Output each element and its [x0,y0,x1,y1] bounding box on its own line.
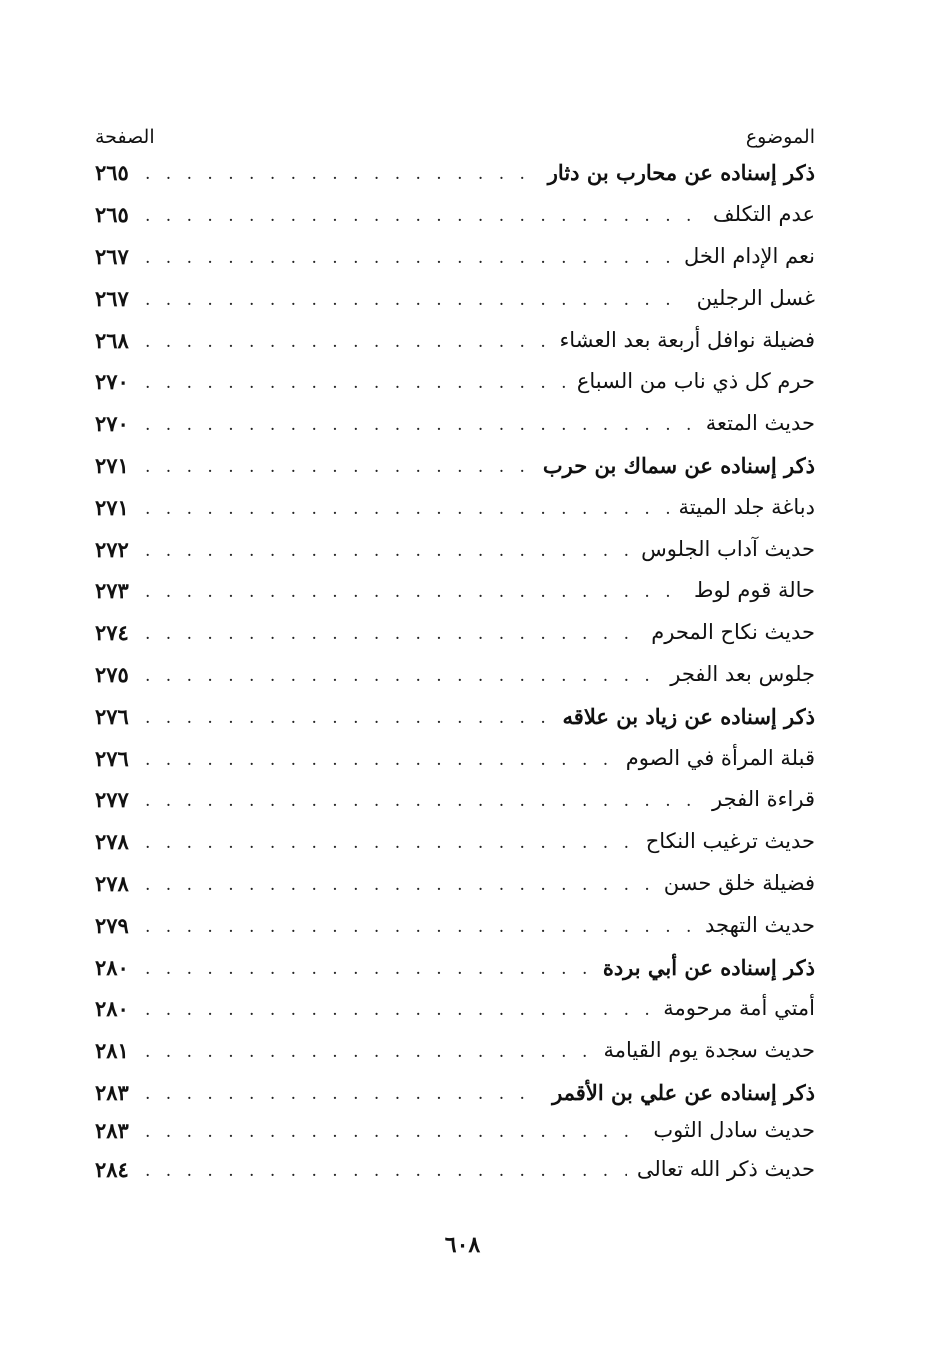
dot-leader [139,166,538,183]
toc-entry-page: ٢٧٩ [95,912,129,938]
toc-entry-title: نعم الإدام الخل [684,243,815,268]
dot-leader [139,919,695,936]
toc-entry-page: ٢٧٥ [95,661,129,687]
toc-entry-page: ٢٧٤ [95,620,129,646]
dot-leader [139,501,669,518]
toc-entry [95,486,815,528]
toc-entry-title: ذكر إسناده عن زياد بن علاقه [562,703,815,729]
toc-entry-page: ٢٧٨ [95,870,129,896]
toc-entry [95,361,815,403]
dot-leader [139,250,674,267]
toc-entry-title: حديث ذكر الله تعالى [636,1156,815,1181]
toc-entry [95,821,815,863]
toc-entry-page: ٢٨٣ [95,1079,129,1105]
toc-header [95,122,815,152]
toc-entry-title: حديث نكاح المحرم [651,620,815,645]
toc-entry-page: ٢٦٧ [95,243,129,269]
dot-leader [139,877,654,894]
toc-entry [95,737,815,779]
toc-entry-title: أمتي أمة مرحومة [663,996,815,1021]
toc-entry-page: ٢٧١ [95,452,129,478]
toc-entry-title: حديث المتعة [705,411,815,436]
toc-entry-page: ٢٨٠ [95,996,129,1022]
toc-entry-page: ٢٦٨ [95,327,129,353]
dot-leader [139,417,696,434]
toc-entry-page: ٢٨١ [95,1038,129,1064]
toc-entry-page: ٢٧٦ [95,703,129,729]
toc-entry-page: ٢٧٦ [95,745,129,771]
toc-entry [95,277,815,319]
toc-section-heading [95,695,815,737]
toc-entry-page: ٢٨٤ [95,1156,129,1182]
toc-entry-title: حديث ترغيب النكاح [645,829,815,854]
toc-entry [95,612,815,654]
toc-entry-title: حرم كل ذي ناب من السباع [576,369,815,394]
dot-leader [139,1044,594,1061]
toc-section-heading [95,445,815,487]
toc-entry [95,1148,815,1190]
toc-entry-title: غسل الرجلين [696,285,815,310]
dot-leader [139,626,641,643]
toc-entry-title: حديث التهجد [705,912,815,937]
toc-section-heading [95,152,815,194]
toc-entry [95,236,815,278]
dot-leader [139,334,549,351]
toc-entry [95,1113,815,1148]
toc-entry [95,904,815,946]
dot-leader [139,1002,653,1019]
toc-entry-title: ذكر إسناده عن علي بن الأقمر [552,1079,815,1105]
toc-entry-page: ٢٦٥ [95,160,129,186]
toc-entry-page: ٢٧١ [95,494,129,520]
toc-entry [95,654,815,696]
toc-section-heading [95,946,815,988]
toc-entry-page: ٢٧٠ [95,411,129,437]
toc-entry-page: ٢٨٠ [95,954,129,980]
table-of-contents [95,152,815,1190]
page-column-label: الصفحة [95,126,155,148]
toc-entry-title: فضيلة خلق حسن [663,870,815,895]
dot-leader [139,459,533,476]
toc-entry-title: حديث سجدة يوم القيامة [603,1038,815,1063]
toc-entry [95,863,815,905]
page-number: ٦٠٨ [444,1232,481,1258]
toc-entry [95,319,815,361]
toc-section-heading [95,1072,815,1114]
topic-column-label: الموضوع [745,126,815,148]
toc-entry-title: قبلة المرأة في الصوم [625,745,815,770]
dot-leader [139,584,684,601]
toc-entry-title: دباغة جلد الميتة [678,494,815,519]
toc-entry-page: ٢٧٢ [95,536,129,562]
dot-leader [139,1086,542,1103]
toc-entry [95,528,815,570]
toc-entry-page: ٢٧٠ [95,369,129,395]
dot-leader [139,1124,643,1141]
toc-entry [95,988,815,1030]
dot-leader [139,752,616,769]
toc-entry-title: جلوس بعد الفجر [670,661,815,686]
toc-entry-title: عدم التكلف [712,202,815,227]
toc-entry-page: ٢٧٣ [95,578,129,604]
toc-entry-page: ٢٦٥ [95,202,129,228]
toc-entry [95,779,815,821]
dot-leader [139,1163,627,1180]
toc-entry-page: ٢٨٣ [95,1118,129,1144]
dot-leader [139,375,567,392]
toc-entry-title: حالة قوم لوط [694,578,815,603]
toc-entry-page: ٢٦٧ [95,285,129,311]
dot-leader [139,961,593,978]
toc-entry-title: حديث آداب الجلوس [641,536,815,561]
toc-entry-title: قراءة الفجر [711,787,815,812]
toc-entry-title: ذكر إسناده عن أبي بردة [602,954,815,980]
dot-leader [139,835,636,852]
dot-leader [139,710,553,727]
toc-entry-title: ذكر إسناده عن محارب بن دثار [547,160,815,186]
dot-leader [139,208,703,225]
toc-entry [95,1030,815,1072]
toc-entry [95,194,815,236]
dot-leader [139,793,702,810]
dot-leader [139,292,687,309]
toc-entry-page: ٢٧٧ [95,787,129,813]
dot-leader [139,668,660,685]
toc-entry [95,403,815,445]
toc-entry-title: ذكر إسناده عن سماك بن حرب [542,452,815,478]
toc-entry-page: ٢٧٨ [95,829,129,855]
toc-entry-title: حديث سادل الثوب [653,1118,815,1143]
dot-leader [139,543,631,560]
toc-entry [95,570,815,612]
toc-entry-title: فضيلة نوافل أربعة بعد العشاء [559,327,815,352]
